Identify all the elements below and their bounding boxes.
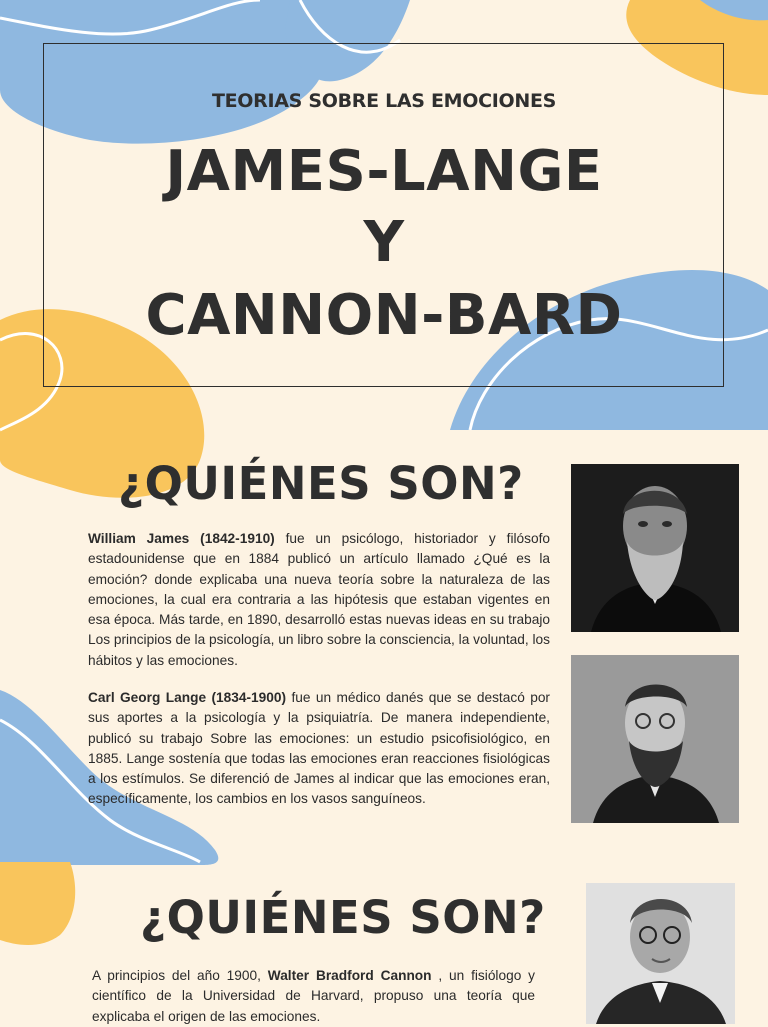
- william-james-paragraph: [88, 529, 550, 671]
- yellow-blob-bottom-left: [0, 862, 75, 945]
- page-title-line3: CANNON-BARD: [145, 283, 623, 348]
- william-james-text: fue un psicólogo, historiador y filósofo estadounidense que en 1884 publicó un artículo llamado ¿Qué es la emoción? donde explicaba una nueva teoría sobre la naturaleza de las emociones, la cual era contraria a las hipótesis que estaban vigentes en esa época. Más tarde, en 1890, desarrolló estas nuevas ideas en su trabajo Los principios de la psicología, un libro sobre la consciencia, la voluntad, los hábitos y las emociones.: [88, 531, 551, 668]
- walter-cannon-text-after: , un fisiólogo y científico de la Universidad de Harvard, propuso una teoría que explicaba el origen de las emociones.: [92, 968, 535, 1024]
- walter-cannon-paragraph: [92, 966, 535, 1027]
- carl-lange-portrait: [571, 655, 739, 823]
- page-title-line1: JAMES-LANGE: [165, 139, 603, 204]
- carl-lange-paragraph: [88, 688, 550, 810]
- page-title-line2: Y: [363, 210, 405, 275]
- carl-lange-text: fue un médico danés que se destacó por sus aportes a la psicología y la psiquiatría. De manera independiente, publicó su trabajo Sobre las emociones: un estudio psicofisiológico, en 1885. Lange sostenía que todas las emociones eran reacciones fisiológicas a los estímulos. Se diferenció de James al indicar que las emociones eran, específicamente, los cambios en los vasos sanguíneos.: [88, 690, 550, 807]
- walter-cannon-text-before: A principios del año 1900,: [92, 968, 268, 983]
- walter-cannon-portrait: [586, 883, 735, 1024]
- william-james-name: William James (1842-1910): [88, 531, 275, 546]
- page-subtitle: TEORIAS SOBRE LAS EMOCIONES: [211, 90, 557, 112]
- william-james-portrait: [571, 464, 739, 632]
- walter-cannon-name: Walter Bradford Cannon: [267, 968, 432, 983]
- section2-heading: ¿QUIÉNES SON?: [140, 891, 546, 944]
- carl-lange-name: Carl Georg Lange (1834-1900): [88, 690, 287, 705]
- section1-heading: ¿QUIÉNES SON?: [118, 457, 524, 510]
